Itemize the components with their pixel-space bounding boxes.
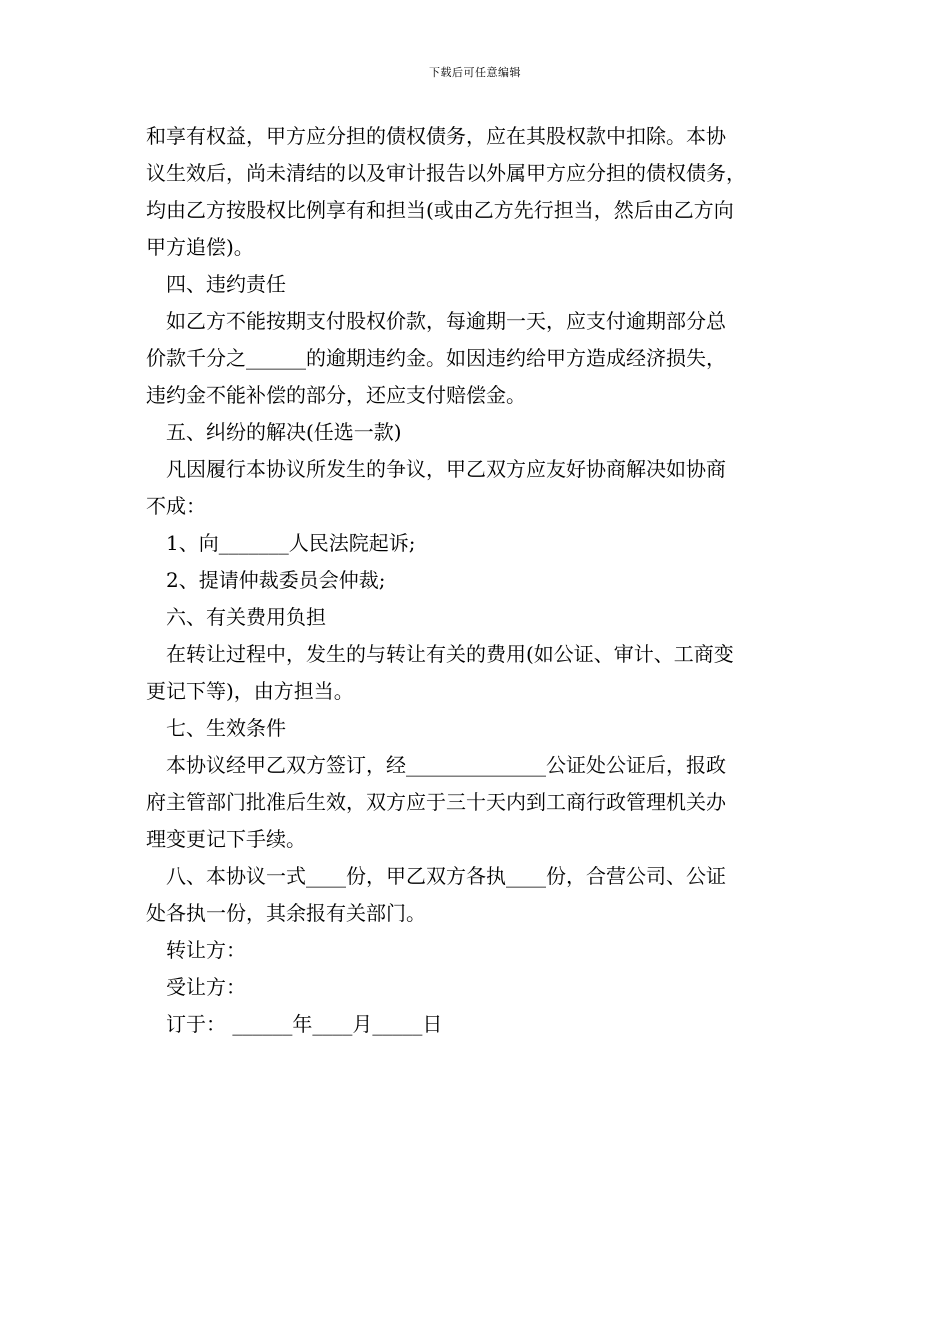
- paragraph-line: 八、本协议一式____份，甲乙双方各执____份，合营公司、公证: [166, 864, 726, 888]
- paragraph-line: 理变更记下手续。: [146, 827, 306, 851]
- paragraph-line: 在转让过程中，发生的与转让有关的费用(如公证、审计、工商变: [166, 642, 734, 666]
- signature-transferor: 转让方：: [166, 938, 246, 962]
- paragraph-line: 甲方追偿)。: [146, 235, 254, 259]
- paragraph-line: 价款千分之______的逾期违约金。如因违约给甲方造成经济损失，: [146, 346, 726, 370]
- signature-transferee: 受让方：: [166, 975, 246, 999]
- page-header: 下载后可任意编辑: [429, 66, 521, 79]
- paragraph-line: 如乙方不能按期支付股权价款，每逾期一天，应支付逾期部分总: [166, 309, 726, 333]
- section-heading: 六、有关费用负担: [166, 605, 326, 629]
- paragraph-line: 府主管部门批准后生效，双方应于三十天内到工商行政管理机关办: [146, 790, 726, 814]
- paragraph-line: 更记下等)，由方担当。: [146, 679, 354, 703]
- section-heading: 七、生效条件: [166, 716, 286, 740]
- list-item: 1、向_______人民法院起诉;: [166, 531, 416, 555]
- section-heading: 四、违约责任: [166, 272, 286, 296]
- paragraph-line: 议生效后，尚未清结的以及审计报告以外属甲方应分担的债权债务，: [146, 161, 746, 185]
- paragraph-line: 违约金不能补偿的部分，还应支付赔偿金。: [146, 383, 526, 407]
- paragraph-line: 和享有权益，甲方应分担的债权债务，应在其股权款中扣除。本协: [146, 124, 726, 148]
- section-heading: 五、纠纷的解决(任选一款): [166, 420, 402, 444]
- paragraph-line: 均由乙方按股权比例享有和担当(或由乙方先行担当，然后由乙方向: [146, 198, 734, 222]
- paragraph-line: 不成：: [146, 494, 206, 518]
- document-body: [146, 118, 812, 1043]
- paragraph-line: 本协议经甲乙双方签订，经______________公证处公证后，报政: [166, 753, 726, 777]
- signing-date: 订于： ______年____月_____日: [166, 1012, 443, 1036]
- paragraph-line: 处各执一份，其余报有关部门。: [146, 901, 426, 925]
- paragraph-line: 凡因履行本协议所发生的争议，甲乙双方应友好协商解决如协商: [166, 457, 726, 481]
- list-item: 2、提请仲裁委员会仲裁;: [166, 568, 386, 592]
